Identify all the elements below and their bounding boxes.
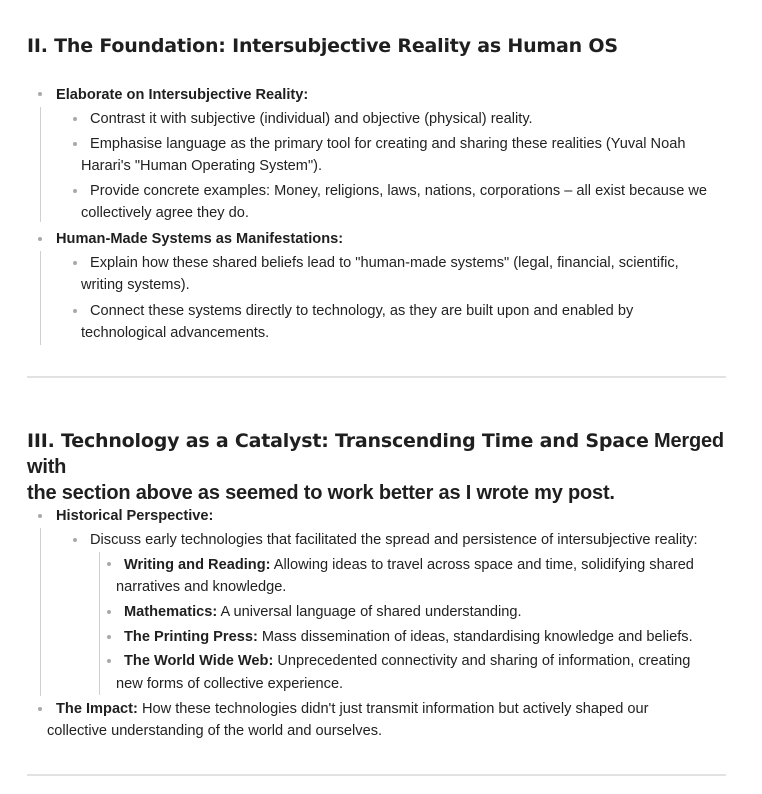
section-3-heading: III. Technology as a Catalyst: Transcending Time and Space Merged with the section above as seemed to work better as I wrote my post. (27, 430, 724, 504)
bullet-icon (73, 117, 77, 121)
bullet-icon (107, 635, 111, 639)
list-item-continued: collective understanding of the world and ourselves. (47, 723, 383, 739)
bullet-icon (107, 659, 111, 663)
bullet-icon (38, 92, 42, 96)
list-item-continued: Harari's "Human Operating System"). (81, 158, 323, 174)
list-item: Emphasise language as the primary tool for creating and sharing these realities (Yuval Noah (90, 136, 686, 152)
list-item: The Impact: How these technologies didn't just transmit information but actively shaped our (56, 701, 649, 717)
tech-item: The Printing Press: Mass dissemination of ideas, standardising knowledge and beliefs. (124, 629, 693, 645)
list-item-continued: writing systems). (81, 277, 190, 293)
bullet-icon (73, 189, 77, 193)
section-divider (27, 774, 726, 776)
list-item: Explain how these shared beliefs lead to "human-made systems" (legal, financial, scientific, (90, 255, 679, 271)
list-item-label: Human-Made Systems as Manifestations: (56, 231, 344, 247)
bullet-icon (38, 514, 42, 518)
bullet-icon (107, 562, 111, 566)
indent-guide (40, 251, 41, 345)
tech-item: Writing and Reading: Allowing ideas to travel across space and time, solidifying shared (124, 557, 694, 573)
bullet-icon (73, 261, 77, 265)
bullet-icon (38, 707, 42, 711)
list-item: Connect these systems directly to technology, as they are built upon and enabled by (90, 303, 634, 319)
tech-item-continued: narratives and knowledge. (116, 579, 287, 595)
tech-item: Mathematics: A universal language of shared understanding. (124, 604, 522, 620)
list-item-continued: collectively agree they do. (81, 205, 249, 221)
bullet-icon (73, 142, 77, 146)
list-item-label: Historical Perspective: (56, 508, 214, 524)
indent-guide (40, 528, 41, 696)
list-item-label: Elaborate on Intersubjective Reality: (56, 87, 309, 103)
bullet-icon (38, 237, 42, 241)
list-item-continued: technological advancements. (81, 325, 270, 341)
bullet-icon (107, 610, 111, 614)
section-2-heading: II. The Foundation: Intersubjective Reality as Human OS (27, 35, 618, 57)
section-divider (27, 376, 726, 378)
tech-item: The World Wide Web: Unprecedented connectivity and sharing of information, creating (124, 653, 691, 669)
bullet-icon (73, 309, 77, 313)
indent-guide (40, 107, 41, 222)
list-item: Discuss early technologies that facilitated the spread and persistence of intersubjective reality: (90, 532, 698, 548)
bullet-icon (73, 538, 77, 542)
list-item: Contrast it with subjective (individual) and objective (physical) reality. (90, 111, 533, 127)
list-item: Provide concrete examples: Money, religions, laws, nations, corporations – all exist because we (90, 183, 708, 199)
indent-guide (99, 552, 100, 695)
tech-item-continued: new forms of collective experience. (116, 676, 344, 692)
